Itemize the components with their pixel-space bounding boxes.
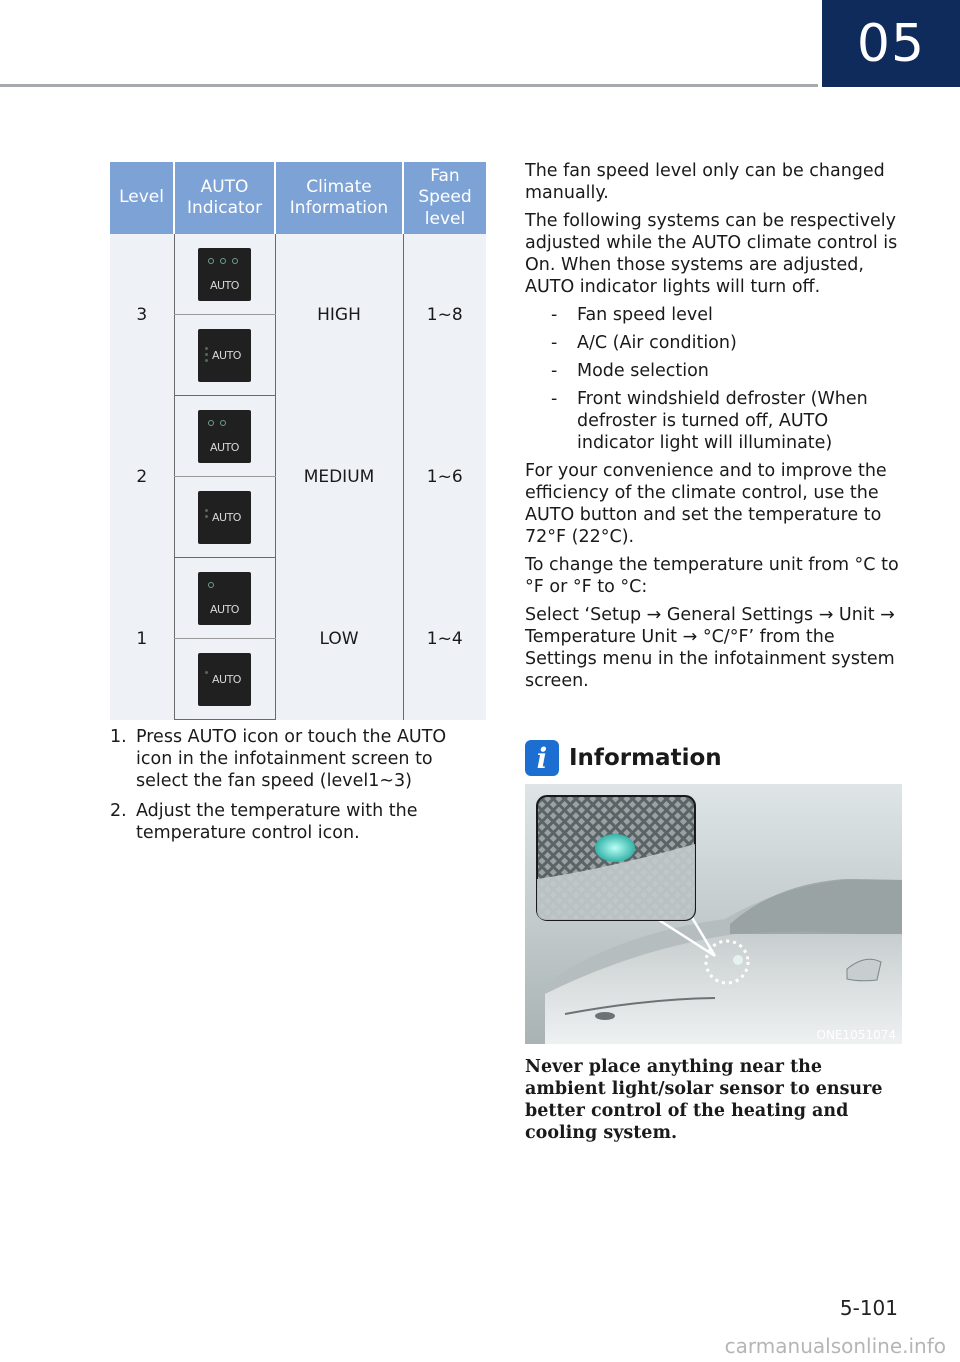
level-cell: 2 — [110, 396, 174, 558]
list-item: - Front windshield defroster (When defroster is turned off, AUTO indicator light will illuminate) — [525, 388, 905, 454]
indicator-cell — [174, 234, 275, 315]
auto-indicator-two-dots-icon: AUTO — [198, 410, 251, 463]
page-number: 5-101 — [839, 1296, 898, 1320]
information-icon: i — [525, 740, 559, 776]
information-heading — [525, 740, 722, 776]
car-illustration-icon — [525, 784, 902, 1044]
paragraph: The following systems can be respectively adjusted while the AUTO climate control is On. When those systems are adjusted, AUTO indicator lights will turn off. — [525, 211, 898, 297]
chapter-number: 05 — [822, 0, 960, 87]
level-cell: 3 — [110, 234, 174, 396]
paragraph: Select ‘Setup → General Settings → Unit → Temperature Unit → °C/°F’ from the Settings menu in the infotainment system screen. — [525, 605, 895, 691]
paragraph: To change the temperature unit from °C to °F or °F to °C: — [525, 555, 899, 597]
indicator-cell — [174, 558, 275, 639]
figure-code: ONE1051074 — [816, 1028, 896, 1042]
fan-speed-cell: 1~8 — [403, 234, 486, 396]
list-item: 2. Adjust the temperature with the temperature control icon. — [110, 801, 418, 843]
indicator-cell — [174, 315, 275, 396]
header-climate-information: Climate Information — [275, 162, 403, 234]
information-note: Never place anything near the ambient light/solar sensor to ensure better control of the heating and cooling system. — [525, 1057, 883, 1143]
paragraph: The fan speed level only can be changed manually. — [525, 161, 885, 203]
paragraph: For your convenience and to improve the efficiency of the climate control, use the AUTO button and set the temperature to 72°F (22°C). — [525, 461, 887, 547]
fan-speed-cell: 1~4 — [403, 558, 486, 720]
fan-speed-cell: 1~6 — [403, 396, 486, 558]
list-item: - A/C (Air condition) — [525, 332, 905, 354]
auto-indicator-side-level-icon: AUTO — [198, 653, 251, 706]
header-rule — [0, 84, 818, 87]
fan-speed-table — [110, 162, 486, 720]
climate-cell: MEDIUM — [275, 396, 403, 558]
header-fan-speed-level: Fan Speed level — [403, 162, 486, 234]
adjustable-systems-list — [525, 304, 905, 454]
indicator-cell — [174, 396, 275, 477]
header-level: Level — [110, 162, 174, 234]
climate-cell: LOW — [275, 558, 403, 720]
header-auto-indicator: AUTO Indicator — [174, 162, 275, 234]
indicator-cell — [174, 639, 275, 720]
indicator-cell — [174, 477, 275, 558]
list-item: - Fan speed level — [525, 304, 905, 326]
auto-indicator-side-level-icon: AUTO — [198, 491, 251, 544]
list-item: 1. Press AUTO icon or touch the AUTO icon in the infotainment screen to select the fan speed (level1~3) — [110, 727, 447, 791]
level-cell: 1 — [110, 558, 174, 720]
information-title: Information — [569, 745, 722, 771]
auto-indicator-one-dot-icon: AUTO — [198, 572, 251, 625]
climate-cell: HIGH — [275, 234, 403, 396]
list-item: - Mode selection — [525, 360, 905, 382]
auto-indicator-three-dots-icon: AUTO — [198, 248, 251, 301]
watermark: carmanualsonline.info — [724, 1334, 946, 1358]
right-column — [525, 160, 905, 698]
auto-indicator-side-level-icon: AUTO — [198, 329, 251, 382]
steps-list — [110, 726, 486, 852]
car-sensor-illustration — [525, 784, 902, 1044]
